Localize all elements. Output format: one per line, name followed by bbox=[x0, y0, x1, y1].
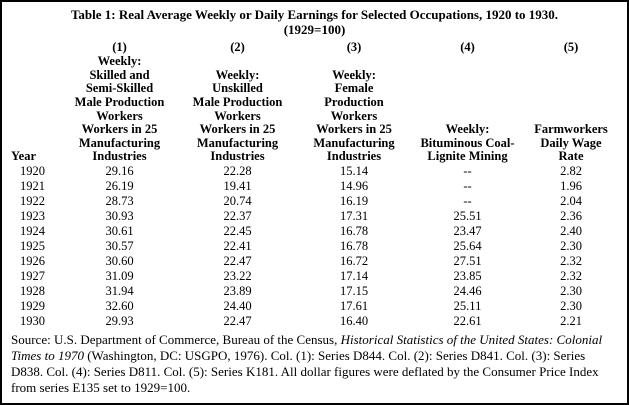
value-cell: 2.21 bbox=[560, 314, 582, 328]
year-cell: 1924 bbox=[20, 224, 45, 238]
value-cell: 22.47 bbox=[223, 314, 252, 328]
value-cell: 23.22 bbox=[223, 269, 252, 283]
value-cell: 30.57 bbox=[105, 239, 134, 253]
value-cell: 15.14 bbox=[339, 164, 369, 178]
value-cell: 16.40 bbox=[339, 314, 369, 328]
year-cell: 1925 bbox=[20, 239, 45, 253]
column-header-5 bbox=[524, 41, 618, 164]
column-number: (5) bbox=[563, 40, 579, 54]
column-title: Weekly: Female Production Workers Workers in 25 Manufacturing Industries bbox=[313, 67, 395, 164]
value-cell: 17.15 bbox=[339, 284, 369, 298]
column-number: (3) bbox=[346, 40, 362, 54]
value-cell: 27.51 bbox=[453, 254, 482, 268]
source-prefix: Source: U.S. Department of Commerce, Bureau of the Census, bbox=[11, 332, 341, 347]
column-title: Weekly: Bituminous Coal- Lignite Mining bbox=[420, 122, 515, 164]
value-cell: 22.61 bbox=[453, 314, 482, 328]
value-cell: 24.40 bbox=[223, 299, 252, 313]
table-row bbox=[11, 254, 618, 269]
value-cell: 2.40 bbox=[560, 224, 582, 238]
table-title-line1: Table 1: Real Average Weekly or Daily Earnings for Selected Occupations, 1920 to 1930. bbox=[70, 7, 559, 22]
column-header-2 bbox=[178, 41, 297, 164]
value-cell: 22.47 bbox=[223, 254, 252, 268]
value-cell: 25.11 bbox=[453, 299, 482, 313]
table-row bbox=[11, 284, 618, 299]
value-cell: 23.85 bbox=[453, 269, 482, 283]
value-cell: 22.37 bbox=[223, 209, 252, 223]
year-cell: 1920 bbox=[20, 164, 45, 178]
table-row bbox=[11, 269, 618, 284]
year-cell: 1926 bbox=[20, 254, 45, 268]
value-cell: -- bbox=[463, 179, 472, 193]
column-number: (2) bbox=[230, 40, 245, 54]
value-cell: 2.30 bbox=[560, 284, 582, 298]
value-cell: 22.45 bbox=[223, 224, 252, 238]
table-row bbox=[11, 224, 618, 239]
value-cell: 17.61 bbox=[339, 299, 369, 313]
value-cell: 32.60 bbox=[105, 299, 134, 313]
value-cell: 25.64 bbox=[453, 239, 482, 253]
value-cell: 29.16 bbox=[105, 164, 134, 178]
value-cell: 2.32 bbox=[560, 269, 582, 283]
value-cell: 26.19 bbox=[105, 179, 134, 193]
value-cell: -- bbox=[463, 164, 472, 178]
year-header: Year bbox=[11, 149, 36, 164]
year-cell: 1930 bbox=[20, 314, 45, 328]
value-cell: 22.41 bbox=[223, 239, 252, 253]
value-cell: 16.72 bbox=[339, 254, 369, 268]
value-cell: 31.94 bbox=[105, 284, 134, 298]
value-cell: 30.60 bbox=[105, 254, 134, 268]
table-row bbox=[11, 299, 618, 314]
value-cell: -- bbox=[463, 194, 472, 208]
table-row bbox=[11, 239, 618, 254]
value-cell: 22.28 bbox=[223, 164, 252, 178]
table-row bbox=[11, 314, 618, 329]
column-number: (4) bbox=[460, 40, 475, 54]
column-header-3 bbox=[297, 41, 411, 164]
table-row bbox=[11, 164, 618, 179]
value-cell: 2.32 bbox=[560, 254, 582, 268]
value-cell: 2.04 bbox=[560, 194, 582, 208]
source-note bbox=[11, 332, 618, 396]
table-title bbox=[11, 8, 618, 37]
value-cell: 1.96 bbox=[560, 179, 582, 193]
value-cell: 29.93 bbox=[105, 314, 134, 328]
table-row bbox=[11, 209, 618, 224]
value-cell: 19.41 bbox=[223, 179, 252, 193]
value-cell: 23.89 bbox=[223, 284, 252, 298]
value-cell: 30.61 bbox=[105, 224, 134, 238]
year-cell: 1922 bbox=[20, 194, 45, 208]
earnings-table bbox=[11, 41, 618, 329]
value-cell: 23.47 bbox=[453, 224, 482, 238]
value-cell: 20.74 bbox=[223, 194, 252, 208]
value-cell: 2.36 bbox=[560, 209, 582, 223]
column-header-4 bbox=[411, 41, 524, 164]
year-cell: 1928 bbox=[20, 284, 45, 298]
year-cell: 1929 bbox=[20, 299, 45, 313]
column-title: Weekly: Unskilled Male Production Workers Workers in 25 Manufacturing Industries bbox=[192, 67, 283, 164]
value-cell: 31.09 bbox=[105, 269, 134, 283]
value-cell: 30.93 bbox=[105, 209, 134, 223]
source-suffix: (Washington, DC: USGPO, 1976). Col. (1): Series D844. Col. (2): Series D841. Col. (3): Series D838. Col. (4): Series D811. Col. (5): Series K181. All dollar figures were deflated by the Consumer Price Index from series E135 set to 1929=100. bbox=[11, 348, 599, 395]
value-cell: 2.30 bbox=[560, 239, 582, 253]
value-cell: 16.19 bbox=[339, 194, 369, 208]
table-row bbox=[11, 179, 618, 194]
column-header-1 bbox=[61, 41, 178, 164]
value-cell: 16.78 bbox=[339, 224, 369, 238]
value-cell: 24.46 bbox=[453, 284, 482, 298]
value-cell: 28.73 bbox=[105, 194, 134, 208]
year-cell: 1921 bbox=[20, 179, 45, 193]
value-cell: 2.82 bbox=[560, 164, 582, 178]
year-cell: 1927 bbox=[20, 269, 45, 283]
value-cell: 16.78 bbox=[339, 239, 369, 253]
value-cell: 17.31 bbox=[339, 209, 369, 223]
table-row bbox=[11, 194, 618, 209]
column-number: (1) bbox=[112, 40, 127, 54]
value-cell: 2.30 bbox=[560, 299, 582, 313]
table-title-line2: (1929=100) bbox=[283, 21, 346, 37]
column-title: Weekly: Skilled and Semi-Skilled Male Production Workers Workers in 25 Manufacturing Industries bbox=[74, 54, 165, 164]
value-cell: 25.51 bbox=[453, 209, 482, 223]
header-row bbox=[11, 41, 618, 164]
value-cell: 17.14 bbox=[339, 269, 369, 283]
column-title: Farmworkers Daily Wage Rate bbox=[534, 122, 608, 164]
value-cell: 14.96 bbox=[339, 179, 369, 193]
source-citation-italic: Historical Statistics of the United States: Colonial Times to 1970 bbox=[11, 332, 603, 363]
year-cell: 1923 bbox=[20, 209, 45, 223]
